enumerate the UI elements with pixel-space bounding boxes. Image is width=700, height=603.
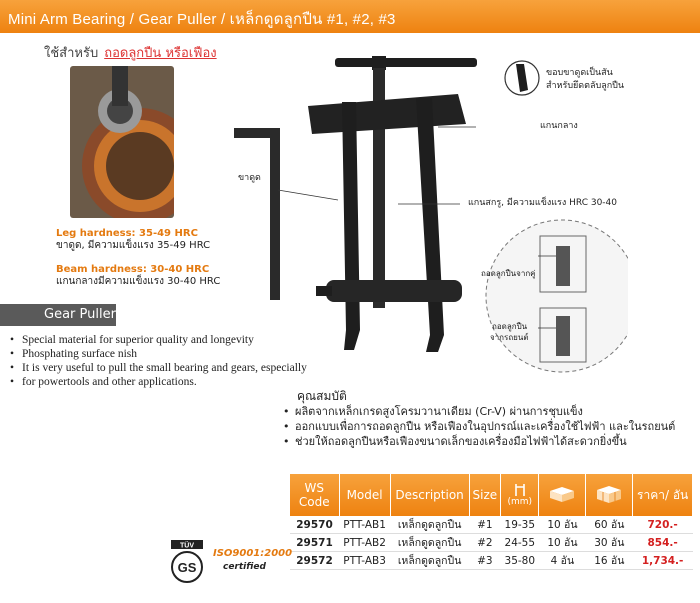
caliper-icon [513, 483, 527, 497]
props-title: คุณสมบัติ [297, 389, 347, 403]
leg-hardness-text: ขาดูด, มีความแข็งแรง 35-49 HRC [56, 240, 211, 251]
beam-shape [308, 94, 466, 134]
cell-ws: 29571 [290, 534, 339, 552]
table-row [290, 552, 693, 570]
header-bar [0, 0, 700, 33]
beam-hardness-text: แกนกลางมีความแข็งแรง 30-40 HRC [56, 276, 221, 287]
callout-tip-2: สำหรับยึดตลับลูกปืน [546, 81, 625, 91]
col-mm [501, 474, 539, 516]
prop-item: • ออกแบบเพื่อการถอดลูกปืน หรือเฟืองในอุปกรณ์และเครื่องใช้ไฟฟ้า และในรถยนต์ [283, 419, 675, 434]
beam-hardness-heading: Beam hardness: 30-40 HRC [56, 264, 210, 275]
usage-value: ถอดลูกปืน หรือเฟือง [104, 46, 217, 61]
price-table [290, 474, 693, 570]
cell-carton: 60 อัน [586, 516, 633, 534]
cell-price: 854.- [633, 534, 693, 552]
cell-ws: 29570 [290, 516, 339, 534]
callout-use-2b: จากรถยนต์ [490, 333, 529, 342]
col-carton [586, 474, 633, 516]
table-row [290, 516, 693, 534]
callout-screw: แกนสกรู, มีความแข็งแรง HRC 30-40 [468, 198, 618, 208]
cell-box: 10 อัน [539, 516, 586, 534]
callout-beam: แกนกลาง [540, 121, 578, 131]
section-label: Gear Puller [44, 307, 116, 322]
cell-size: #3 [469, 552, 501, 570]
right-leg [416, 98, 444, 352]
motor-photo [70, 66, 174, 218]
cell-price: 720.- [633, 516, 693, 534]
col-ws-code: WS Code [290, 474, 339, 516]
col-description: Description [390, 474, 469, 516]
props-list [283, 404, 675, 449]
hardness-notes [56, 228, 220, 288]
leg-hardness-heading: Leg hardness: 35-49 HRC [56, 228, 198, 239]
cell-ws: 29572 [290, 552, 339, 570]
callout-use-2a: ถอดลูกปืน [492, 322, 528, 331]
feature-en-item: • Phosphating surface nish [10, 347, 307, 361]
cell-mm: 35-80 [501, 552, 539, 570]
section-label-bar [0, 304, 116, 326]
callout-leg: ขาดูด [238, 173, 261, 183]
col-model: Model [339, 474, 390, 516]
left-leg [342, 102, 360, 350]
usage-label: ใช้สำหรับ [44, 46, 99, 61]
col-size: Size [469, 474, 501, 516]
cell-desc: เหล็กดูดลูกปืน [390, 534, 469, 552]
col-mm-label: (mm) [507, 497, 533, 507]
carton-icon [594, 484, 624, 504]
cell-model: PTT-AB1 [339, 516, 390, 534]
svg-text:TÜV: TÜV [180, 542, 194, 550]
page-title: Mini Arm Bearing / Gear Puller / เหล็กดูดลูกปืน #1, #2, #3 [8, 11, 396, 28]
cell-size: #2 [469, 534, 501, 552]
cell-desc: เหล็กดูดลูกปืน [390, 516, 469, 534]
col-price: ราคา/ อัน [633, 474, 693, 516]
hex-key-shape [234, 128, 280, 300]
callout-use-1: ถอดลูกปืนจากคู่ [481, 269, 536, 278]
cell-size: #1 [469, 516, 501, 534]
feature-en-item: • Special material for superior quality and longevity [10, 333, 307, 347]
usage-line [44, 42, 217, 63]
usage-diagram [478, 216, 628, 376]
cell-price: 1,734.- [633, 552, 693, 570]
cell-carton: 30 อัน [586, 534, 633, 552]
feature-en-item: • It is very useful to pull the small bearing and gears, especially [10, 361, 307, 375]
tuv-gs-logo [165, 540, 209, 584]
prop-item: • ผลิตจากเหล็กเกรดสูงโครมวานาเดียม (Cr-V) ผ่านการชุบแข็ง [283, 404, 675, 419]
inner-box-icon [547, 485, 577, 503]
features-en-list [10, 333, 307, 389]
cell-mm: 19-35 [501, 516, 539, 534]
iso-label: ISO9001:2000 [213, 548, 293, 559]
cell-box: 4 อัน [539, 552, 586, 570]
cell-mm: 24-55 [501, 534, 539, 552]
cell-model: PTT-AB2 [339, 534, 390, 552]
col-box [539, 474, 586, 516]
certified-label: certified [223, 562, 266, 572]
lower-clamp [326, 280, 462, 302]
tip-detail-illustration [504, 58, 540, 98]
certification-block [165, 540, 293, 588]
cell-model: PTT-AB3 [339, 552, 390, 570]
cell-desc: เหล็กดูดลูกปืน [390, 552, 469, 570]
callout-tip-1: ขอบขาดูดเป็นสัน [546, 68, 613, 78]
cell-carton: 16 อัน [586, 552, 633, 570]
table-row [290, 534, 693, 552]
prop-item: • ช่วยให้ถอดลูกปืนหรือเฟืองขนาดเล็กของเครื่องมือไฟฟ้าได้สะดวกยิ่งขึ้น [283, 434, 675, 449]
feature-en-item-continued: • for powertools and other applications. [10, 375, 307, 389]
t-handle-bar [335, 58, 477, 67]
svg-text:GS: GS [177, 560, 197, 575]
cell-box: 10 อัน [539, 534, 586, 552]
puller-illustration [220, 50, 480, 370]
